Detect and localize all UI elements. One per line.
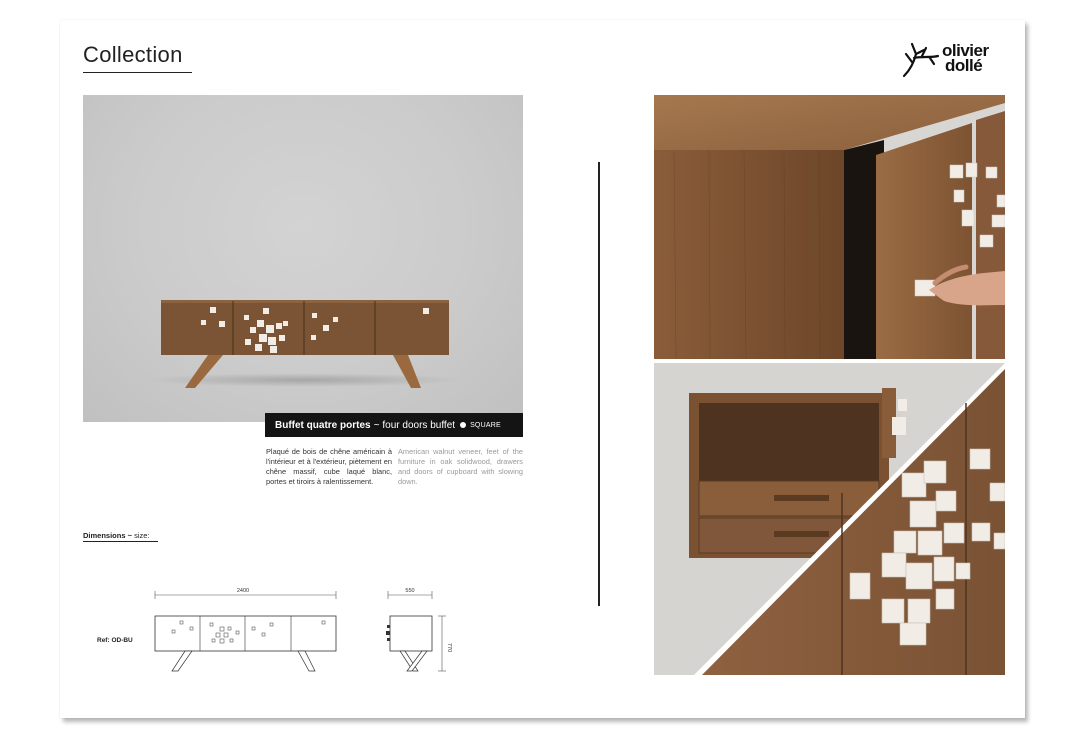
product-name-fr: Buffet quatre portes <box>275 419 371 431</box>
dimensions-label-bold: Dimensions ~ <box>83 531 132 540</box>
logo-line-1: olivier <box>942 41 989 60</box>
description-english: American walnut veneer, feet of the furniture in oak solidwood, drawers and doors of cupboard with slowing down. <box>398 447 523 486</box>
bullet-icon <box>460 422 466 428</box>
description-french: Plaqué de bois de chêne américain à l'intérieur et à l'extérieur, piètement en chêne massif, cube laqué blanc, portes et tiroirs à ralentissement. <box>266 447 392 486</box>
dimensions-underline <box>83 541 158 542</box>
product-name-separator: ~ <box>373 419 380 431</box>
dimensions-heading <box>83 531 150 540</box>
product-reference: Ref: OD-BU <box>97 637 133 644</box>
dimensions-label-rest: size: <box>131 531 150 540</box>
detail-photo-drawers <box>654 363 1005 675</box>
title-underline <box>83 72 192 73</box>
technical-drawing <box>150 583 450 683</box>
brand-logo <box>942 43 989 73</box>
vertical-divider <box>598 162 600 606</box>
product-name-en: four doors buffet <box>382 419 456 431</box>
detail-photo-door <box>654 95 1005 359</box>
dim-height: 770 <box>446 643 452 653</box>
collection-name: SQUARE <box>470 421 501 429</box>
dim-depth: 550 <box>405 588 415 594</box>
page-title: Collection <box>83 42 183 67</box>
product-photo <box>83 95 523 422</box>
catalog-page <box>60 20 1025 718</box>
buffet-illustration <box>83 95 523 422</box>
logo-line-2: dollé <box>945 56 983 75</box>
dim-width: 2400 <box>236 588 250 594</box>
product-caption <box>265 413 523 437</box>
